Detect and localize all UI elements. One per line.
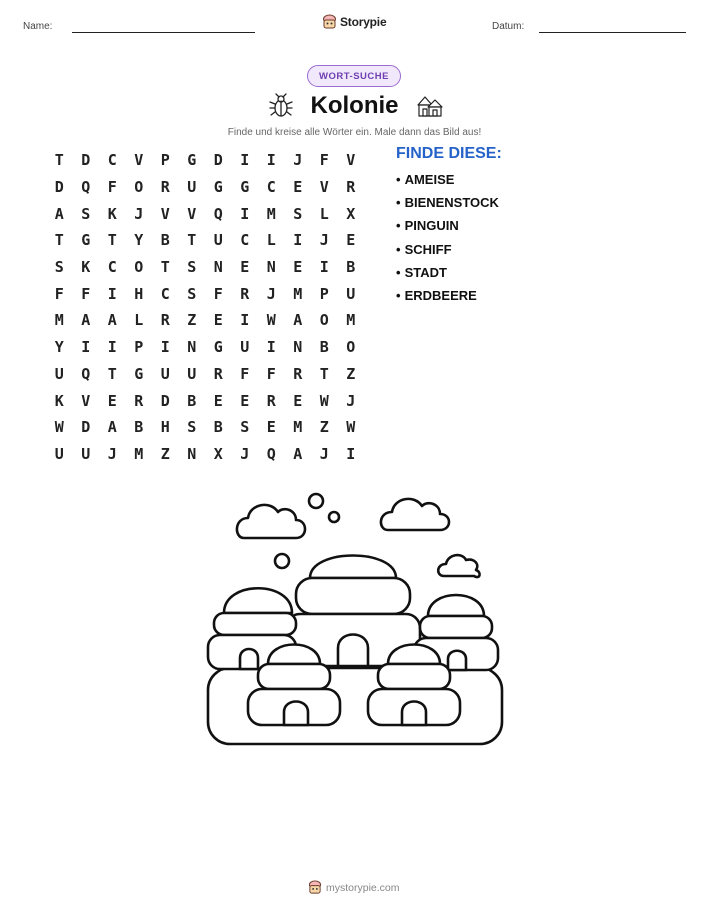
grid-cell[interactable]: W	[266, 311, 276, 330]
grid-cell[interactable]: K	[107, 204, 117, 223]
grid-cell[interactable]: U	[160, 364, 170, 383]
grid-cell[interactable]: G	[240, 178, 250, 197]
word-list-item: • SCHIFF	[396, 241, 452, 257]
grid-cell[interactable]: F	[107, 178, 117, 197]
grid-cell[interactable]: D	[213, 151, 223, 170]
grid-cell[interactable]: F	[319, 151, 329, 170]
grid-cell[interactable]: E	[293, 391, 303, 410]
word-list	[396, 172, 499, 311]
grid-cell[interactable]: O	[134, 258, 144, 277]
grid-cell[interactable]: Y	[134, 231, 144, 250]
pie-mascot-icon	[322, 14, 337, 30]
grid-cell[interactable]: I	[319, 258, 329, 277]
left-dome-ring	[214, 613, 296, 635]
grid-cell[interactable]: E	[213, 311, 223, 330]
left-door	[240, 649, 258, 669]
grid-cell[interactable]: F	[266, 364, 276, 383]
grid-cell[interactable]: U	[54, 444, 64, 463]
grid-cell[interactable]: R	[346, 178, 356, 197]
grid-cell[interactable]: I	[240, 151, 250, 170]
grid-cell[interactable]: G	[81, 231, 91, 250]
grid-cell[interactable]: S	[293, 204, 303, 223]
footer	[308, 880, 400, 895]
grid-cell[interactable]: M	[54, 311, 64, 330]
grid-cell[interactable]: B	[319, 338, 329, 357]
word-list-item: • ERDBEERE	[396, 287, 477, 303]
footer-url: mystorypie.com	[326, 881, 400, 894]
grid-cell[interactable]: A	[293, 444, 303, 463]
grid-cell[interactable]: Z	[160, 444, 170, 463]
grid-cell[interactable]: O	[346, 338, 356, 357]
grid-cell[interactable]: D	[54, 178, 64, 197]
bubble	[309, 494, 323, 508]
grid-cell[interactable]: Q	[266, 444, 276, 463]
grid-cell[interactable]: C	[107, 151, 117, 170]
grid-cell[interactable]: S	[54, 258, 64, 277]
grid-cell[interactable]: Q	[213, 204, 223, 223]
grid-cell[interactable]: U	[240, 338, 250, 357]
grid-cell[interactable]: E	[240, 258, 250, 277]
grid-cell[interactable]: R	[160, 178, 170, 197]
name-label: Name:	[23, 21, 53, 32]
grid-cell[interactable]: P	[134, 338, 144, 357]
grid-cell[interactable]: F	[213, 284, 223, 303]
page-title: Kolonie	[310, 92, 399, 119]
houses-icon	[414, 93, 444, 119]
grid-cell[interactable]: S	[187, 418, 197, 437]
grid-cell[interactable]: N	[266, 258, 276, 277]
grid-cell[interactable]: D	[81, 151, 91, 170]
grid-cell[interactable]: T	[160, 258, 170, 277]
grid-cell[interactable]: B	[346, 258, 356, 277]
center-dome-top	[310, 556, 396, 579]
cloud-right	[381, 499, 449, 530]
grid-cell[interactable]: A	[54, 204, 64, 223]
grid-cell[interactable]: T	[54, 231, 64, 250]
grid-cell[interactable]: K	[81, 258, 91, 277]
grid-cell[interactable]: W	[346, 418, 356, 437]
grid-cell[interactable]: I	[81, 338, 91, 357]
grid-cell[interactable]: M	[346, 311, 356, 330]
grid-cell[interactable]: E	[240, 391, 250, 410]
grid-cell[interactable]: V	[134, 151, 144, 170]
cloud-small	[438, 555, 479, 577]
grid-cell[interactable]: M	[266, 204, 276, 223]
front-left-door	[284, 702, 308, 726]
grid-cell[interactable]: J	[319, 231, 329, 250]
grid-cell[interactable]: A	[81, 311, 91, 330]
grid-cell[interactable]: V	[160, 204, 170, 223]
front-right-dome-ring	[378, 664, 450, 689]
grid-cell[interactable]: D	[160, 391, 170, 410]
cloud-left	[237, 505, 305, 538]
grid-cell[interactable]: J	[266, 284, 276, 303]
grid-cell[interactable]: Q	[81, 364, 91, 383]
grid-cell[interactable]: U	[346, 284, 356, 303]
grid-cell[interactable]: I	[240, 311, 250, 330]
grid-cell[interactable]: E	[266, 418, 276, 437]
grid-cell[interactable]: U	[187, 364, 197, 383]
grid-cell[interactable]: Z	[346, 364, 356, 383]
grid-cell[interactable]: U	[54, 364, 64, 383]
grid-cell[interactable]: J	[134, 204, 144, 223]
grid-cell[interactable]: E	[346, 231, 356, 250]
grid-cell[interactable]: C	[160, 284, 170, 303]
grid-cell[interactable]: N	[187, 444, 197, 463]
grid-cell[interactable]: A	[107, 418, 117, 437]
date-label: Datum:	[492, 21, 525, 32]
letter-grid[interactable]	[46, 147, 364, 467]
grid-cell[interactable]: V	[346, 151, 356, 170]
grid-cell[interactable]: R	[134, 391, 144, 410]
grid-cell[interactable]: X	[213, 444, 223, 463]
right-dome-top	[428, 595, 484, 616]
grid-cell[interactable]: S	[81, 204, 91, 223]
grid-cell[interactable]: T	[107, 364, 117, 383]
grid-cell[interactable]: N	[213, 258, 223, 277]
grid-cell[interactable]: G	[187, 151, 197, 170]
word-list-title: FINDE DIESE:	[396, 145, 502, 162]
grid-cell[interactable]: V	[319, 178, 329, 197]
grid-cell[interactable]: S	[187, 258, 197, 277]
grid-cell[interactable]: B	[187, 391, 197, 410]
bubble	[275, 554, 289, 568]
grid-cell[interactable]: H	[160, 418, 170, 437]
grid-cell[interactable]: C	[266, 178, 276, 197]
grid-cell[interactable]: I	[107, 284, 117, 303]
grid-cell[interactable]: L	[266, 231, 276, 250]
grid-cell[interactable]: J	[107, 444, 117, 463]
grid-cell[interactable]: V	[81, 391, 91, 410]
grid-cell[interactable]: R	[160, 311, 170, 330]
grid-cell[interactable]: J	[319, 444, 329, 463]
grid-cell[interactable]: F	[54, 284, 64, 303]
grid-cell[interactable]: W	[319, 391, 329, 410]
center-dome-ring	[296, 578, 410, 614]
grid-cell[interactable]: P	[160, 151, 170, 170]
name-line	[72, 32, 255, 33]
center-door	[338, 635, 368, 667]
grid-cell[interactable]: S	[240, 418, 250, 437]
colony-domes-coloring-picture[interactable]	[200, 488, 510, 753]
grid-cell[interactable]: R	[213, 364, 223, 383]
grid-cell[interactable]: P	[319, 284, 329, 303]
grid-cell[interactable]: G	[213, 338, 223, 357]
word-list-item: • STADT	[396, 264, 447, 280]
pie-mascot-icon	[308, 880, 322, 895]
grid-cell[interactable]: V	[187, 204, 197, 223]
grid-cell[interactable]: H	[134, 284, 144, 303]
left-dome-top	[224, 588, 292, 613]
right-door	[448, 651, 466, 670]
grid-cell[interactable]: R	[240, 284, 250, 303]
grid-cell[interactable]: U	[81, 444, 91, 463]
bubble	[329, 512, 339, 522]
word-list-item: • PINGUIN	[396, 218, 459, 234]
grid-cell[interactable]: E	[293, 258, 303, 277]
grid-cell[interactable]: E	[213, 391, 223, 410]
grid-cell[interactable]: O	[134, 178, 144, 197]
grid-cell[interactable]: T	[319, 364, 329, 383]
word-list-item: • BIENENSTOCK	[396, 195, 499, 211]
grid-cell[interactable]: I	[346, 444, 356, 463]
activity-badge: WORT-SUCHE	[307, 65, 401, 87]
brand-logo	[322, 14, 386, 30]
grid-cell[interactable]: A	[293, 311, 303, 330]
grid-cell[interactable]: C	[240, 231, 250, 250]
instructions: Finde und kreise alle Wörter ein. Male dann das Bild aus!	[227, 127, 482, 138]
grid-cell[interactable]: D	[81, 418, 91, 437]
grid-cell[interactable]: F	[81, 284, 91, 303]
grid-cell[interactable]: J	[293, 151, 303, 170]
grid-cell[interactable]: L	[134, 311, 144, 330]
grid-cell[interactable]: J	[240, 444, 250, 463]
grid-cell[interactable]: Z	[319, 418, 329, 437]
grid-cell[interactable]: A	[107, 311, 117, 330]
grid-cell[interactable]: B	[134, 418, 144, 437]
grid-cell[interactable]: G	[213, 178, 223, 197]
right-dome-ring	[420, 616, 492, 638]
grid-cell[interactable]: B	[213, 418, 223, 437]
grid-cell[interactable]: O	[319, 311, 329, 330]
grid-cell[interactable]: U	[213, 231, 223, 250]
grid-cell[interactable]: L	[319, 204, 329, 223]
grid-cell[interactable]: X	[346, 204, 356, 223]
grid-cell[interactable]: E	[293, 178, 303, 197]
grid-cell[interactable]: N	[187, 338, 197, 357]
word-list-item: • AMEISE	[396, 172, 455, 187]
grid-cell[interactable]: K	[54, 391, 64, 410]
grid-cell[interactable]: Y	[54, 338, 64, 357]
grid-cell[interactable]: T	[107, 231, 117, 250]
grid-cell[interactable]: M	[134, 444, 144, 463]
grid-cell[interactable]: J	[346, 391, 356, 410]
grid-cell[interactable]: I	[160, 338, 170, 357]
grid-cell[interactable]: Z	[187, 311, 197, 330]
grid-cell[interactable]: Q	[81, 178, 91, 197]
grid-cell[interactable]: B	[160, 231, 170, 250]
grid-cell[interactable]: I	[266, 151, 276, 170]
grid-cell[interactable]: R	[293, 364, 303, 383]
grid-cell[interactable]: I	[266, 338, 276, 357]
grid-cell[interactable]: N	[293, 338, 303, 357]
front-right-door	[402, 702, 426, 726]
grid-cell[interactable]: W	[54, 418, 64, 437]
grid-cell[interactable]: U	[187, 178, 197, 197]
brand-name: Storypie	[340, 15, 387, 29]
grid-cell[interactable]: I	[240, 204, 250, 223]
front-left-dome-ring	[258, 664, 330, 689]
date-line	[539, 32, 686, 33]
grid-cell[interactable]: T	[187, 231, 197, 250]
grid-cell[interactable]: I	[107, 338, 117, 357]
grid-cell[interactable]: G	[134, 364, 144, 383]
grid-cell[interactable]: I	[293, 231, 303, 250]
grid-cell[interactable]: T	[54, 151, 64, 170]
grid-cell[interactable]: F	[240, 364, 250, 383]
grid-cell[interactable]: C	[107, 258, 117, 277]
grid-cell[interactable]: M	[293, 418, 303, 437]
grid-cell[interactable]: E	[107, 391, 117, 410]
grid-cell[interactable]: S	[187, 284, 197, 303]
grid-cell[interactable]: M	[293, 284, 303, 303]
grid-cell[interactable]: R	[266, 391, 276, 410]
